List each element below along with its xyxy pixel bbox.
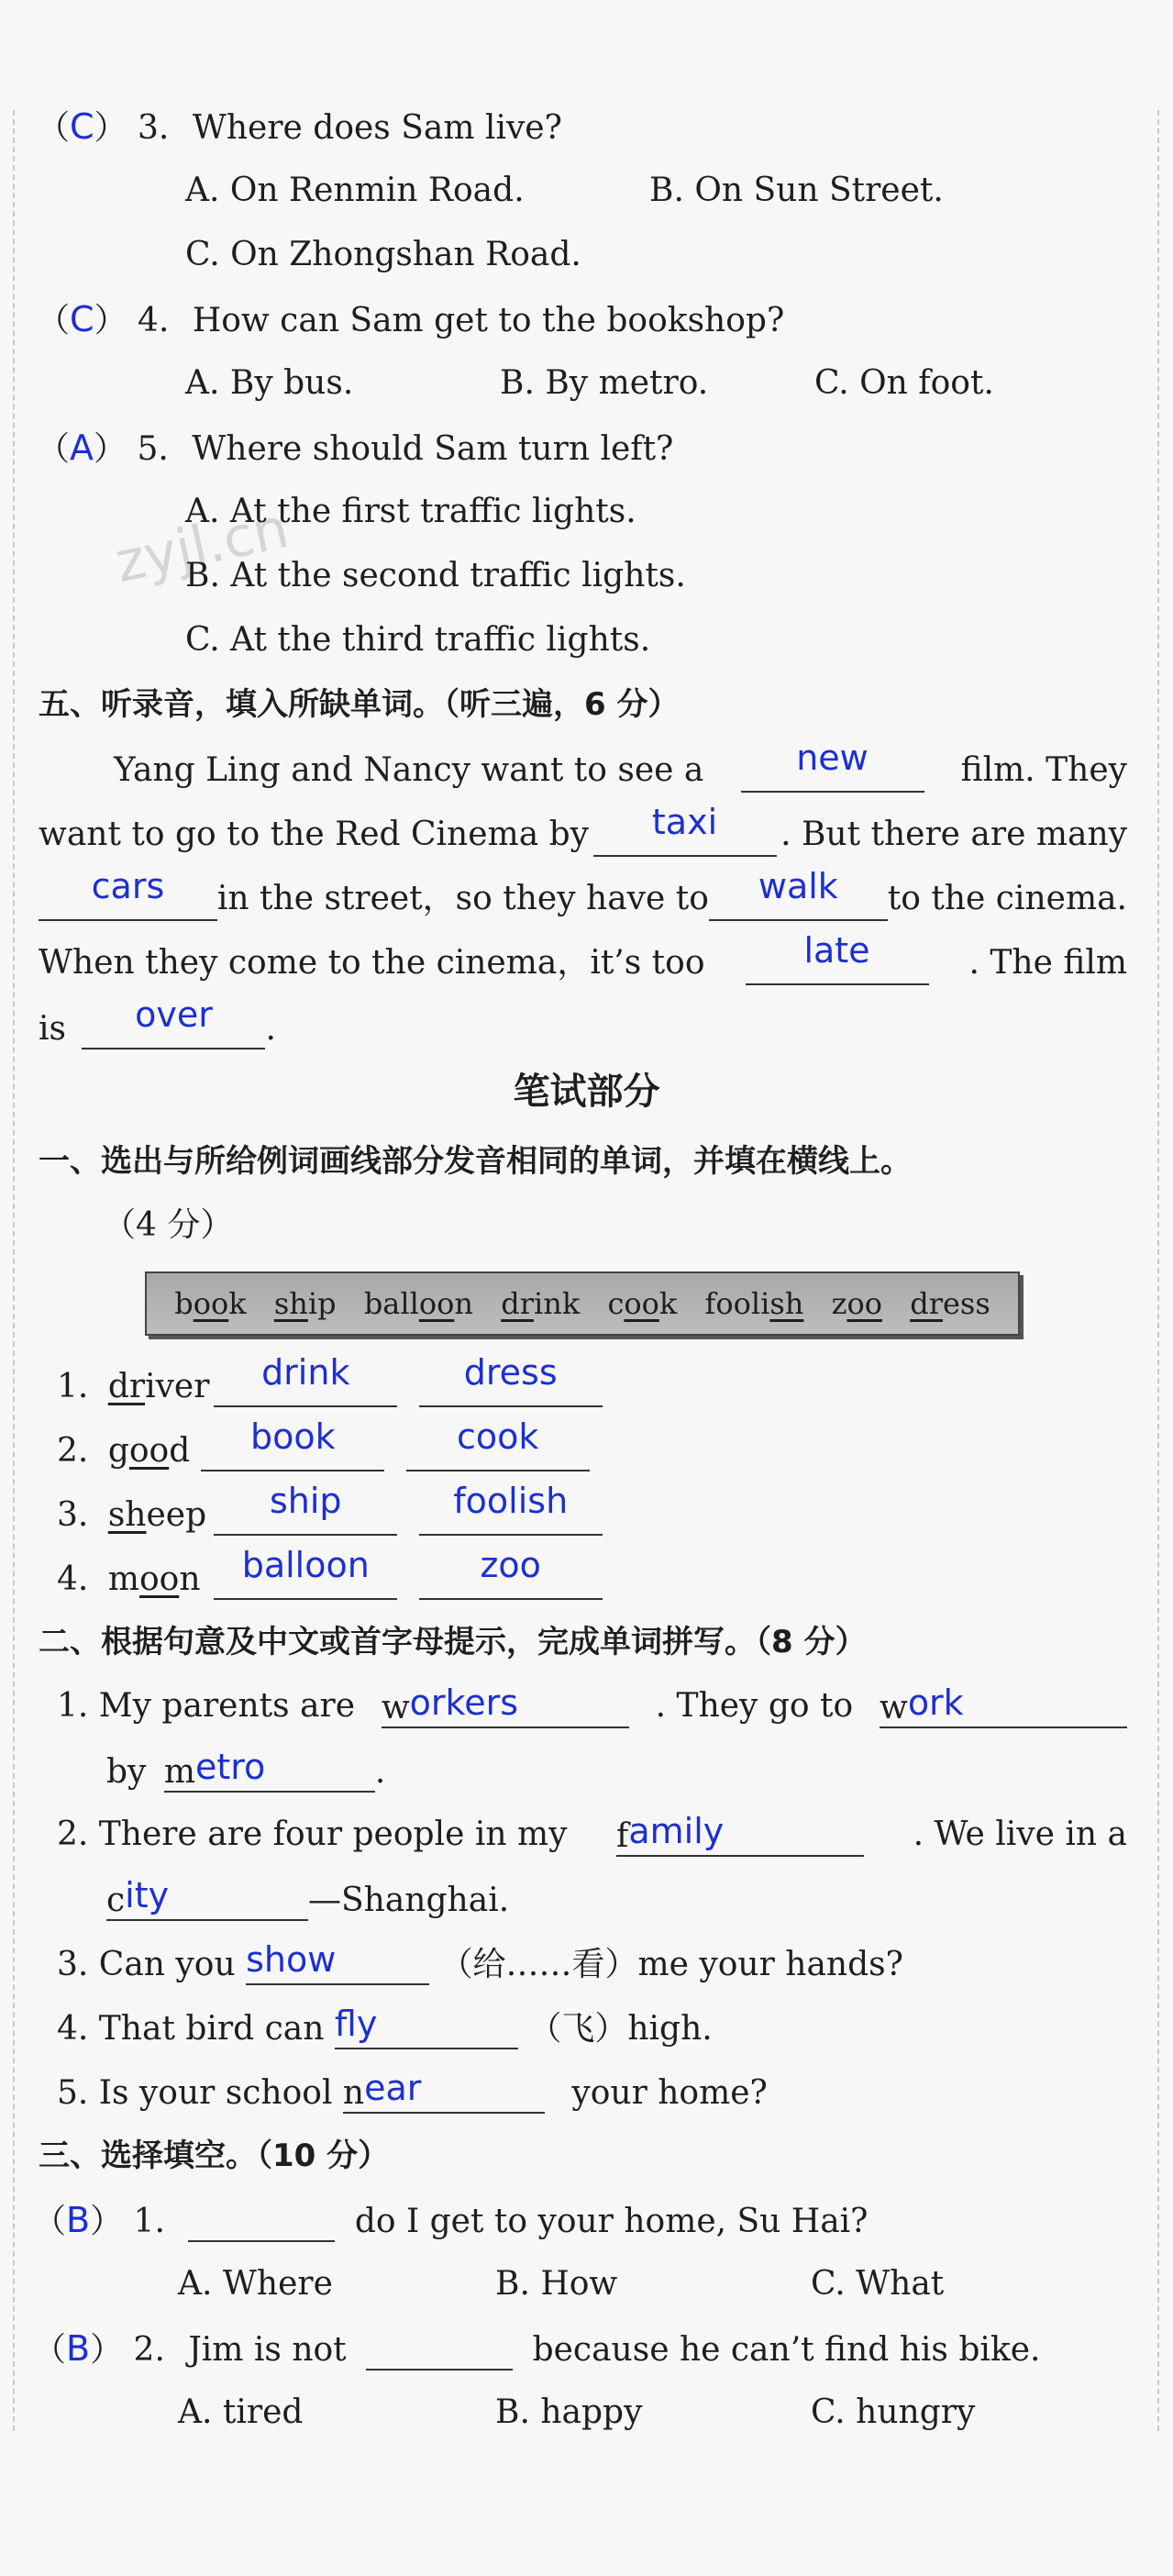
answer-blank-1 (214, 1481, 397, 1536)
question-3: （C） 3. Where does Sam live? (37, 106, 562, 147)
answer-blank-1 (214, 1545, 397, 1600)
hint-letter: n (342, 2074, 365, 2112)
option-a: A. tired (178, 2393, 304, 2431)
answer-choice: C (70, 106, 94, 147)
text: in the street，so they have to (216, 880, 709, 917)
answer: fly (334, 2004, 378, 2044)
part-2-q1-line-1 (57, 1682, 1127, 1728)
answer-blank-1 (214, 1352, 397, 1407)
question-text: How can Sam get to the bookshop? (192, 302, 785, 339)
part-1-points: （4 分） (103, 1206, 234, 1244)
answer: late (803, 930, 870, 971)
example-word-foolish: foolish (704, 1286, 804, 1321)
answer-blank (366, 2328, 513, 2371)
answer: taxi (651, 802, 718, 842)
question-text: because he can’t find his bike. (532, 2331, 1041, 2369)
answer-blank (334, 2004, 518, 2049)
answer-blank (106, 1875, 308, 1921)
paragraph-line-3 (39, 866, 1127, 921)
part-2-q5 (57, 2068, 768, 2114)
answer: balloon (241, 1545, 370, 1585)
item-number: 4. (57, 1560, 89, 1598)
item-number: 2. (57, 1432, 89, 1470)
paragraph-line-5 (39, 994, 276, 1049)
example-word-zoo: zoo (831, 1286, 882, 1321)
answer: new (796, 738, 869, 778)
left-margin-line (13, 110, 15, 2431)
option-c: C. What (811, 2265, 945, 2303)
answer-blank (879, 1682, 1127, 1728)
part-2-q2-line-2 (106, 1875, 510, 1921)
text: . We live in a (913, 1815, 1127, 1853)
paragraph-line-2 (39, 802, 1127, 857)
answer: cars (91, 866, 165, 906)
option-c: C. At the third traffic lights. (185, 621, 651, 659)
answer: cook (457, 1416, 539, 1457)
option-a: A. On Renmin Road. (185, 172, 525, 209)
text: by (106, 1753, 147, 1791)
blank-4 (709, 866, 888, 921)
text: 2. There are four people in my (57, 1815, 568, 1853)
answer: over (135, 994, 213, 1035)
text: . They go to (655, 1687, 854, 1725)
example-word-dress: dress (910, 1286, 990, 1321)
example-word-cook: cook (607, 1286, 678, 1321)
paragraph-line-4 (39, 930, 1127, 985)
text: 4. That bird can (57, 2010, 325, 2048)
hint-letter: w (879, 1689, 908, 1727)
option-c: C. On foot. (814, 364, 994, 402)
section-5-heading: 五、听录音，填入所缺单词。（听三遍，6 分） (39, 686, 680, 723)
answer-choice: B (66, 2328, 91, 2369)
question-4: （C） 4. How can Sam get to the bookshop? (37, 299, 785, 339)
example-word-book: book (174, 1286, 247, 1321)
item-number: 3. (57, 1496, 89, 1534)
answer: foolish (453, 1481, 569, 1521)
question-text: do I get to your home, Su Hai? (354, 2203, 869, 2240)
answer: book (249, 1416, 336, 1457)
blank-3 (39, 866, 217, 921)
question-number: 4. (138, 302, 170, 339)
answer-blank-2 (419, 1545, 603, 1600)
answer-blank-2 (406, 1416, 590, 1471)
answer-blank-2 (419, 1352, 603, 1407)
example-word-drink: drink (501, 1286, 581, 1321)
part-1-item-2 (57, 1416, 590, 1471)
answer-choice: B (66, 2200, 91, 2240)
answer-blank-2 (419, 1481, 603, 1536)
part-3-heading: 三、选择填空。（10 分） (39, 2137, 390, 2174)
part-1-item-1 (57, 1352, 603, 1407)
option-b: B. By metro. (500, 364, 709, 402)
answer-blank (246, 1939, 429, 1985)
text: . (265, 1010, 276, 1048)
text: . But there are many (780, 816, 1127, 853)
question-text: Where should Sam turn left? (192, 430, 674, 468)
option-b: B. On Sun Street. (649, 172, 944, 209)
item-word: good (107, 1432, 191, 1470)
answer: ork (907, 1682, 964, 1723)
answer-choice: C (70, 299, 94, 339)
answer-blank-1 (201, 1416, 384, 1471)
right-margin-line (1157, 110, 1159, 2431)
item-number: 1. (57, 1368, 89, 1405)
answer-blank (188, 2200, 335, 2242)
text: 5. Is your school (57, 2074, 333, 2112)
text: 3. Can you (57, 1946, 236, 1983)
question-number: 1. (133, 2203, 165, 2240)
option-b: B. How (495, 2265, 618, 2303)
question-number: 3. (138, 109, 170, 147)
question-text: Jim is not (188, 2331, 347, 2369)
hint-letter: c (106, 1882, 126, 1919)
answer-blank (616, 1811, 864, 1857)
item-word: moon (107, 1560, 201, 1598)
text: . The film (968, 944, 1127, 982)
answer: dress (463, 1352, 558, 1393)
question-text: Where does Sam live? (192, 109, 562, 147)
hint-letter: m (163, 1753, 195, 1791)
blank-2 (593, 802, 777, 857)
part-2-q3 (57, 1939, 903, 1985)
hint-letter: f (616, 1817, 629, 1855)
example-word-ship: ship (273, 1286, 337, 1321)
text: to the cinema. (887, 880, 1127, 917)
answer-blank (163, 1747, 375, 1793)
option-a: A. At the first traffic lights. (185, 493, 636, 530)
answer-blank (381, 1682, 629, 1728)
part-2-heading: 二、根据句意及中文或首字母提示，完成单词拼写。（8 分） (39, 1624, 867, 1660)
question-number: 2. (133, 2331, 165, 2369)
text: （飞）high. (528, 2010, 713, 2048)
answer: orkers (409, 1682, 518, 1723)
part-3-q2: （B） 2. Jim is not because he can’t find his bike. (33, 2328, 1041, 2369)
watermark: zyjl.cn (109, 495, 294, 596)
part-3-q1: （B） 1. do I get to your home, Su Hai? (33, 2200, 869, 2240)
answer: etro (194, 1747, 266, 1787)
part-1-heading: 一、选出与所给例词画线部分发音相同的单词，并填在横线上。 (39, 1143, 912, 1180)
option-c: C. On Zhongshan Road. (185, 236, 581, 273)
part-1-item-4 (57, 1545, 603, 1600)
example-word-balloon: balloon (363, 1286, 473, 1321)
option-b: B. happy (495, 2393, 643, 2431)
blank-6 (82, 994, 265, 1049)
answer: walk (758, 866, 838, 906)
answer: zoo (480, 1545, 541, 1585)
text: . (374, 1753, 386, 1791)
answer-choice: A (70, 427, 94, 468)
answer: ship (269, 1481, 342, 1521)
answer: ity (125, 1875, 170, 1915)
question-number: 5. (137, 430, 169, 468)
text: want to go to the Red Cinema by (39, 816, 589, 853)
text: your home? (571, 2074, 768, 2112)
blank-5 (746, 930, 929, 985)
blank-1 (741, 738, 924, 793)
answer: show (246, 1939, 337, 1980)
part-2-q2-line-1 (57, 1811, 1127, 1857)
answer-blank (342, 2068, 545, 2114)
example-word-box (145, 1271, 1020, 1336)
paragraph-line-1 (114, 738, 1127, 793)
text: film. They (960, 751, 1127, 789)
option-a: A. By bus. (185, 364, 354, 402)
item-word: sheep (107, 1496, 207, 1534)
part-2-q1-line-2 (106, 1747, 386, 1793)
question-5: （A） 5. Where should Sam turn left? (37, 427, 674, 468)
option-a: A. Where (178, 2265, 333, 2303)
text: is (39, 1010, 66, 1048)
text: （给……看）me your hands? (439, 1946, 903, 1983)
answer: drink (261, 1352, 350, 1393)
text: Yang Ling and Nancy want to see a (114, 751, 704, 789)
answer: ear (364, 2068, 422, 2108)
text: 1. My parents are (57, 1687, 356, 1725)
answer: amily (628, 1811, 725, 1851)
option-b: B. At the second traffic lights. (185, 557, 686, 594)
option-c: C. hungry (811, 2393, 976, 2431)
text: —Shanghai. (308, 1882, 510, 1919)
text: When they come to the cinema，it’s too (39, 944, 705, 982)
hint-letter: w (381, 1689, 410, 1727)
item-word: driver (107, 1368, 210, 1405)
part-2-q4 (57, 2004, 713, 2049)
written-part-title: 笔试部分 (513, 1071, 660, 1113)
part-1-item-3 (57, 1481, 603, 1536)
